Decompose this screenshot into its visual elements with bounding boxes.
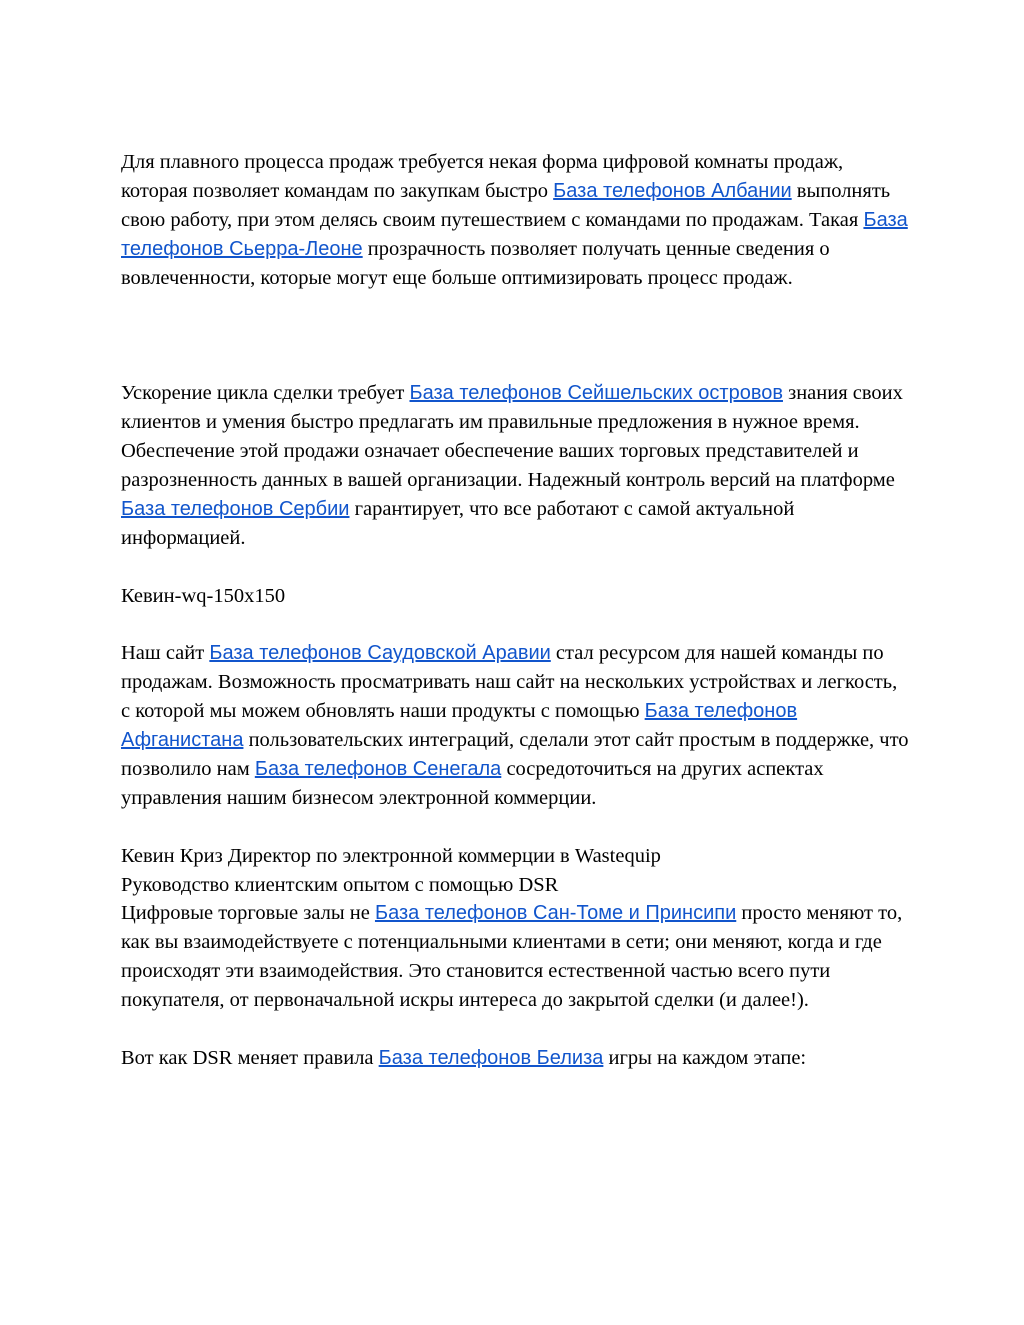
text-run: Кевин-wq-150x150 xyxy=(121,584,286,607)
text-run: Руководство клиентским опытом с помощью DSR xyxy=(121,873,559,896)
paragraph-4 xyxy=(121,639,911,812)
hyperlink[interactable]: База телефонов Албании xyxy=(553,179,792,202)
paragraph-8 xyxy=(121,1044,911,1073)
paragraph-spacer xyxy=(121,553,911,582)
text-run: Ускорение цикла сделки требует xyxy=(121,382,410,405)
text-run: Цифровые торговые залы не xyxy=(121,902,375,925)
paragraph-7 xyxy=(121,899,911,1015)
paragraph-3 xyxy=(121,582,911,611)
paragraph-5 xyxy=(121,842,911,871)
hyperlink[interactable]: База телефонов Саудовской Аравии xyxy=(209,642,551,665)
text-run: знания своих клиентов и умения быстро предлагать им правильные предложения в нужное время. Обеспечение этой продажи означает обеспечение ваших торговых представителей и разрозненность данных в вашей организации. Надежный контроль версий на платформе xyxy=(121,382,903,491)
text-run: сосредоточиться на других аспектах управления нашим бизнесом электронной коммерции. xyxy=(121,757,824,809)
paragraph-1 xyxy=(121,148,911,293)
hyperlink[interactable]: База телефонов Белиза xyxy=(378,1047,604,1069)
text-run: Для плавного процесса продаж требуется некая форма цифровой комнаты продаж, которая позволяет командам по закупкам быстро xyxy=(121,151,844,202)
hyperlink[interactable]: База телефонов Сербии xyxy=(121,497,350,520)
text-run: прозрачность позволяет получать ценные сведения о вовлеченности, которые могут еще больше оптимизировать процесс продаж. xyxy=(121,237,830,289)
hyperlink[interactable]: База телефонов Сейшельских островов xyxy=(409,382,783,405)
paragraph-spacer xyxy=(121,293,911,380)
text-run: гарантирует, что все работают с самой актуальной информацией. xyxy=(121,497,795,549)
text-run: игры на каждом этапе: xyxy=(603,1047,807,1069)
paragraph-2 xyxy=(121,379,911,552)
text-run: Вот как DSR меняет правила xyxy=(121,1047,379,1069)
text-run: Наш сайт xyxy=(121,642,210,665)
hyperlink[interactable]: База телефонов Сьерра-Леоне xyxy=(121,208,908,260)
hyperlink[interactable]: База телефонов Афганистана xyxy=(121,700,798,752)
paragraph-spacer xyxy=(121,813,911,842)
hyperlink[interactable]: База телефонов Сан-Томе и Принсипи xyxy=(374,902,737,925)
paragraph-6 xyxy=(121,871,911,900)
paragraph-spacer xyxy=(121,1015,911,1044)
text-run: стал ресурсом для нашей команды по продажам. Возможность просматривать наш сайт на нескольких устройствах и легкость, с которой мы можем обновлять наши продукты с помощью xyxy=(121,642,898,723)
document-body xyxy=(121,148,911,1073)
text-run: пользовательских интеграций, сделали этот сайт простым в поддержке, что позволило нам xyxy=(121,729,909,780)
text-run: выполнять свою работу, при этом делясь своим путешествием с командами по продажам. Такая xyxy=(121,179,891,231)
text-run: просто меняют то, как вы взаимодействуете с потенциальными клиентами в сети; они меняют, когда и где происходят эти взаимодействия. Это становится естественной частью всего пути покупателя, от первоначальной искры интереса до закрытой сделки (и далее!). xyxy=(121,902,903,1012)
text-run: Кевин Криз Директор по электронной коммерции в Wastequip xyxy=(121,844,661,867)
hyperlink[interactable]: База телефонов Сенегала xyxy=(254,757,502,780)
paragraph-spacer xyxy=(121,610,911,639)
